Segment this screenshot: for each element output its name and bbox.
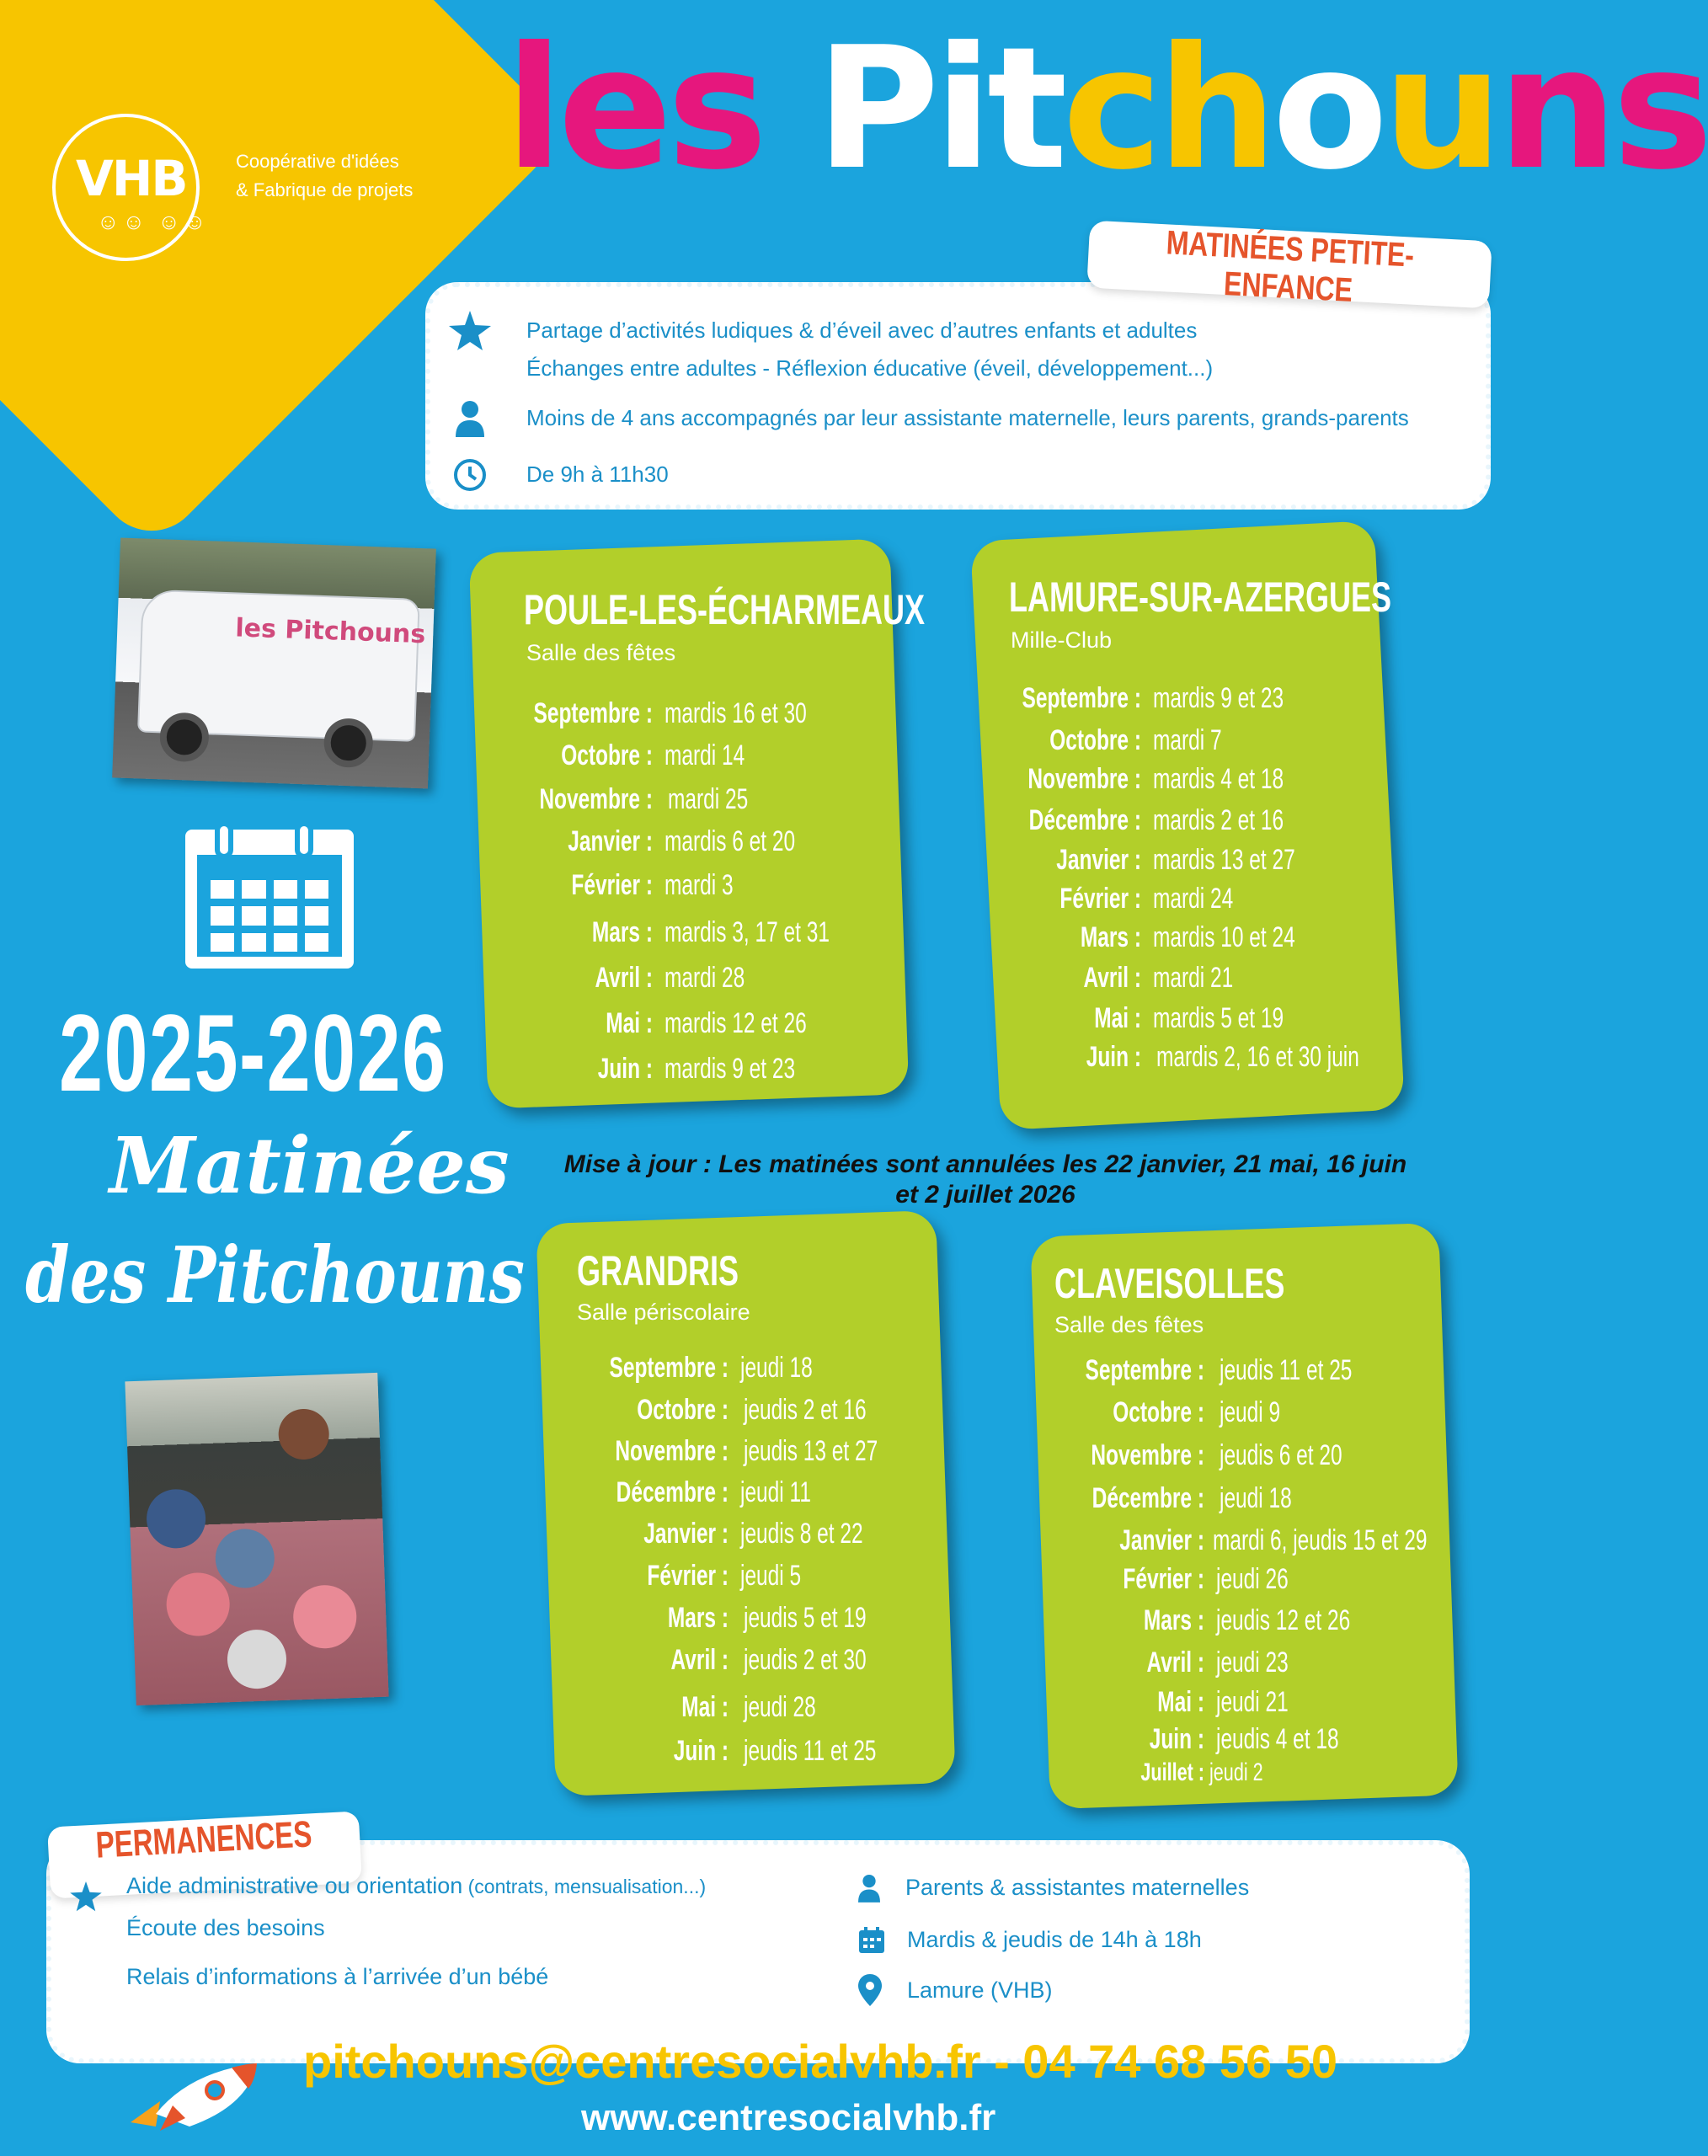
schedule-row <box>969 1041 1438 1074</box>
logo-tagline-line-2: & Fabrique de projets <box>236 179 414 200</box>
matinees-tag-label: MATINÉES PETITE-ENFANCE <box>1165 224 1416 309</box>
info-row-activities <box>446 312 1197 350</box>
schedule-row <box>969 883 1264 915</box>
card-subtitle-lamure: Mille-Club <box>1011 627 1113 653</box>
row-month: Janvier : <box>568 825 653 857</box>
row-month: Mai : <box>681 1691 729 1723</box>
schedule-row <box>1032 1686 1316 1719</box>
schedule-row <box>969 682 1334 715</box>
row-month: Juin : <box>1149 1723 1204 1755</box>
schedule-row <box>480 869 760 902</box>
row-month: Février : <box>647 1560 729 1592</box>
row-dates: jeudi 18 <box>740 1352 813 1384</box>
row-month: Mars : <box>1143 1604 1204 1636</box>
perm-audience: Parents & assistantes maternelles <box>905 1875 1250 1900</box>
row-dates: jeudis 6 et 20 <box>1220 1439 1342 1471</box>
schedule-row <box>1032 1482 1320 1515</box>
perm-admin-aid-detail: (contrats, mensualisation...) <box>462 1876 707 1897</box>
card-title-lamure: LAMURE-SUR-AZERGUES <box>1009 574 1391 621</box>
row-month: Septembre : <box>609 1352 729 1384</box>
update-note-line-1: Mise à jour : Les matinées sont annulées les 22 janvier, 21 mai, 16 juin <box>563 1150 1407 1178</box>
rocket-icon <box>122 2055 265 2139</box>
schedule-row <box>556 1560 825 1593</box>
row-month: Décembre : <box>616 1476 729 1508</box>
contact-line[interactable]: pitchouns@centresocialvhb.fr - 04 74 68 56 50 <box>303 2035 1337 2088</box>
row-month: Novembre : <box>615 1435 729 1467</box>
perm-schedule: Mardis & jeudis de 14h à 18h <box>907 1927 1202 1952</box>
row-month: Octobre : <box>561 739 653 771</box>
calendar-icon <box>855 1924 889 1957</box>
row-month: Février : <box>1123 1563 1204 1595</box>
info-line-activities: Partage d’activités ludiques & d’éveil avec d’autres enfants et adultes <box>526 318 1198 343</box>
card-title-poule: POULE-LES-ÉCHARMEAUX <box>524 586 926 633</box>
row-month: Octobre : <box>637 1394 729 1426</box>
row-month: Octobre : <box>1113 1396 1204 1428</box>
child-figure <box>215 1528 275 1588</box>
schedule-row <box>556 1691 844 1724</box>
schedule-row <box>556 1735 928 1768</box>
info-row-exchanges <box>526 355 1213 382</box>
kids-photo <box>125 1373 388 1705</box>
row-month: Mars : <box>591 916 653 948</box>
calendar-ring-right <box>295 821 313 859</box>
schedule-row <box>480 962 776 995</box>
row-dates: jeudi 11 <box>740 1476 811 1508</box>
row-dates: jeudis 2 et 30 <box>744 1644 867 1676</box>
star-icon <box>446 312 493 350</box>
matinees-tag <box>1086 221 1492 309</box>
title-part-u: u <box>1382 11 1498 207</box>
row-dates: jeudis 11 et 25 <box>1220 1354 1353 1386</box>
script-title-pitchouns: des Pitchouns <box>25 1230 525 1321</box>
schedule-row <box>556 1394 914 1427</box>
row-month: Juillet : <box>1140 1758 1204 1786</box>
star-icon <box>69 1880 103 1913</box>
van-wheel-rear <box>323 718 374 768</box>
row-dates: mardi 7 <box>1153 724 1222 756</box>
row-dates: jeudis 12 et 26 <box>1216 1604 1351 1636</box>
schedule-row <box>556 1518 910 1550</box>
main-title <box>505 11 1708 207</box>
update-note-line-2: et 2 juillet 2026 <box>895 1181 1076 1209</box>
row-dates: jeudis 8 et 22 <box>740 1518 863 1550</box>
row-month: Juin : <box>673 1735 729 1767</box>
row-month: Décembre : <box>1028 804 1141 836</box>
schedule-row <box>969 804 1334 837</box>
row-month: Septembre : <box>1022 682 1141 714</box>
schedule-row <box>1032 1396 1304 1429</box>
row-dates: mardis 16 et 30 <box>665 697 807 729</box>
row-month: Mars : <box>667 1602 729 1634</box>
schedule-row <box>480 697 862 730</box>
row-dates: jeudis 4 et 18 <box>1216 1723 1339 1755</box>
clock-icon <box>446 456 493 494</box>
info-line-exchanges: Échanges entre adultes - Réflexion éducative (éveil, développement...) <box>526 355 1214 381</box>
person-icon <box>852 1871 886 1905</box>
schedule-card-claveisolles <box>1030 1223 1458 1810</box>
calendar-ring-left <box>215 821 233 859</box>
schedule-row <box>1032 1439 1390 1472</box>
row-month: Avril : <box>670 1644 729 1676</box>
row-month: Février : <box>1059 883 1141 915</box>
row-month: Septembre : <box>533 697 653 729</box>
schedule-row <box>480 783 779 816</box>
row-dates: mardi 25 <box>668 783 749 815</box>
perm-admin-aid-text: Aide administrative ou orientation <box>126 1873 463 1898</box>
card-subtitle-claveisolles: Salle des fêtes <box>1054 1312 1204 1337</box>
row-month: Décembre : <box>1092 1482 1204 1514</box>
row-month: Février : <box>571 869 653 901</box>
location-pin-icon <box>853 1973 887 2007</box>
row-month: Septembre : <box>1085 1354 1204 1386</box>
year-label: 2025-2026 <box>59 991 447 1114</box>
row-month: Janvier : <box>643 1518 729 1550</box>
row-month: Juin : <box>1086 1041 1141 1073</box>
adult-figure <box>278 1408 330 1460</box>
row-dates: mardis 6 et 20 <box>665 825 796 857</box>
person-icon <box>446 399 493 437</box>
card-subtitle-grandris: Salle périscolaire <box>577 1299 750 1325</box>
row-dates: mardis 2 et 16 <box>1153 804 1284 836</box>
row-month: Janvier : <box>1056 844 1141 876</box>
schedule-row <box>480 825 846 858</box>
row-dates: mardis 5 et 19 <box>1153 1002 1284 1034</box>
schedule-row <box>480 1053 846 1086</box>
row-month: Juin : <box>597 1053 653 1085</box>
schedule-row <box>556 1435 930 1468</box>
title-part-les: les <box>505 11 816 207</box>
row-dates: jeudi 23 <box>1216 1646 1289 1678</box>
card-title-claveisolles: CLAVEISOLLES <box>1054 1260 1285 1307</box>
child-figure <box>146 1488 206 1549</box>
schedule-row <box>969 724 1248 757</box>
title-part-pit: Pit <box>815 11 1063 207</box>
row-month: Novembre : <box>539 783 653 815</box>
perm-admin-aid <box>126 1873 706 1899</box>
schedule-row <box>969 1002 1334 1035</box>
row-month: Novembre : <box>1027 763 1141 795</box>
schedule-row <box>1032 1646 1316 1679</box>
schedule-row <box>969 763 1334 796</box>
title-part-o: o <box>1272 11 1383 207</box>
van-photo <box>112 538 436 789</box>
perm-location: Lamure (VHB) <box>907 1977 1053 2003</box>
row-dates: mardis 9 et 23 <box>1153 682 1284 714</box>
row-month: Novembre : <box>1091 1439 1204 1471</box>
schedule-row <box>969 844 1350 877</box>
row-month: Avril : <box>1146 1646 1204 1678</box>
website-link[interactable]: www.centresocialvhb.fr <box>581 2097 996 2138</box>
row-dates: jeudis 5 et 19 <box>744 1602 867 1634</box>
schedule-row <box>480 1007 862 1040</box>
row-dates: mardi 6, jeudis 15 et 29 <box>1213 1524 1428 1556</box>
card-title-grandris: GRANDRIS <box>577 1247 739 1294</box>
row-dates: mardis 9 et 23 <box>665 1053 796 1085</box>
row-dates: jeudi 9 <box>1220 1396 1281 1428</box>
title-part-ch: ch <box>1062 11 1273 207</box>
schedule-row <box>556 1644 914 1677</box>
perm-baby-info: Relais d’informations à l’arrivée d’un bébé <box>126 1964 549 1989</box>
schedule-row <box>1032 1758 1284 1787</box>
schedule-row <box>556 1602 914 1635</box>
info-row-age <box>446 399 1409 437</box>
row-dates: jeudi 28 <box>744 1691 816 1723</box>
schedule-row <box>1032 1524 1510 1557</box>
schedule-row <box>1032 1563 1316 1596</box>
info-line-hours: De 9h à 11h30 <box>526 462 669 487</box>
logo-tagline <box>236 147 413 205</box>
row-dates: jeudis 13 et 27 <box>744 1435 878 1467</box>
row-month: Janvier : <box>1119 1524 1204 1556</box>
schedule-row <box>1032 1354 1404 1387</box>
row-dates: mardis 3, 17 et 31 <box>665 916 830 948</box>
schedule-row <box>1032 1604 1402 1637</box>
row-dates: mardi 3 <box>665 869 734 901</box>
row-dates: jeudi 18 <box>1220 1482 1292 1514</box>
schedule-row <box>480 916 894 949</box>
perm-listening: Écoute des besoins <box>126 1915 325 1940</box>
row-dates: mardi 14 <box>665 739 745 771</box>
row-dates: mardi 28 <box>665 962 745 994</box>
vhb-logo-text: VHB <box>76 150 187 207</box>
row-month: Mars : <box>1080 921 1141 953</box>
child-figure <box>165 1572 231 1637</box>
row-dates: mardis 13 et 27 <box>1153 844 1295 876</box>
row-dates: jeudis 11 et 25 <box>744 1735 877 1767</box>
row-month: Octobre : <box>1049 724 1141 756</box>
row-dates: mardi 24 <box>1153 883 1234 915</box>
van-lettering: les Pitchouns <box>234 613 426 650</box>
title-part-ns: ns <box>1497 11 1708 207</box>
row-dates: jeudi 2 <box>1209 1758 1263 1786</box>
row-month: Avril : <box>595 962 653 994</box>
schedule-row <box>969 962 1264 995</box>
card-subtitle-poule: Salle des fêtes <box>526 640 676 665</box>
row-month: Mai : <box>606 1007 653 1039</box>
van-wheel-front <box>159 712 210 762</box>
calendar-grid <box>211 880 328 952</box>
info-line-age: Moins de 4 ans accompagnés par leur assistante maternelle, leurs parents, grands-parents <box>526 405 1409 430</box>
child-figure <box>227 1629 287 1689</box>
row-month: Avril : <box>1083 962 1141 994</box>
script-title-matinees: Matinées <box>109 1120 510 1211</box>
row-dates: jeudi 26 <box>1216 1563 1289 1595</box>
row-month: Mai : <box>1157 1686 1204 1718</box>
row-dates: mardis 12 et 26 <box>665 1007 807 1039</box>
child-figure <box>292 1584 358 1650</box>
schedule-row <box>1032 1723 1386 1756</box>
schedule-row <box>969 921 1350 954</box>
update-note <box>522 1150 1449 1210</box>
people-icon: ☺☺ ☺☺ <box>97 209 210 234</box>
row-dates: mardis 4 et 18 <box>1153 763 1284 795</box>
row-dates: mardi 21 <box>1153 962 1234 994</box>
row-dates: jeudi 5 <box>740 1560 802 1592</box>
info-row-hours <box>446 456 669 494</box>
row-dates: mardis 10 et 24 <box>1153 921 1295 953</box>
logo-tagline-line-1: Coopérative d'idées <box>236 151 399 172</box>
row-dates: mardis 2, 16 et 30 juin <box>1156 1041 1359 1073</box>
row-month: Mai : <box>1094 1002 1141 1034</box>
row-dates: jeudi 21 <box>1216 1686 1289 1718</box>
schedule-row <box>556 1352 841 1385</box>
row-dates: jeudis 2 et 16 <box>744 1394 867 1426</box>
permanences-tag-label: PERMANENCES <box>94 1813 313 1866</box>
schedule-row <box>556 1476 839 1509</box>
schedule-row <box>480 739 776 772</box>
